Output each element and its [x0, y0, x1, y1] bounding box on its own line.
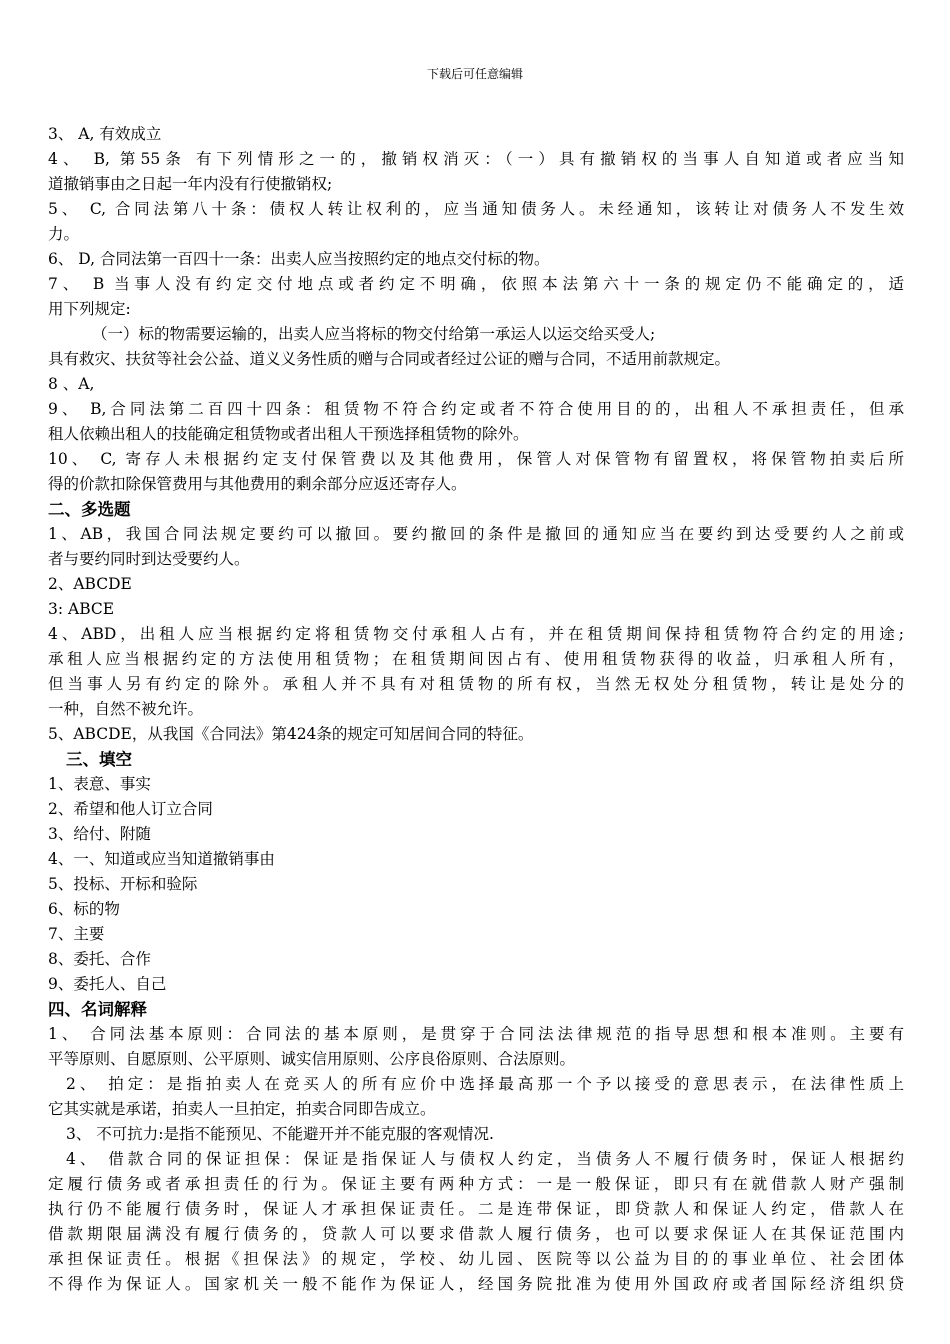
text-line: 2、 拍定：是指拍卖人在竞买人的所有应价中选择最高那一个予以接受的意思表示，在法律性质上 [66, 1075, 904, 1093]
text-line: 4、 借款合同的保证担保：保证是指保证人与债权人约定，当债务人不履行债务时，保证人根据约 [66, 1150, 904, 1168]
text-line: 3、给付、附随 [48, 825, 151, 843]
text-line: 执行仍不能履行债务时，保证人才承担保证责任。二是连带保证，即贷款人和保证人约定，借款人在 [48, 1200, 904, 1218]
text-line: 5、ABCDE，从我国《合同法》第424条的规定可知居间合同的特征。 [48, 725, 534, 743]
text-line: 5、 C, 合同法第八十条：债权人转让权利的，应当通知债务人。未经通知，该转让对债务人不发生效 [48, 200, 904, 218]
text-line: 承租人应当根据约定的方法使用租赁物；在租赁期间因占有、使用租赁物获得的收益，归承租人所有， [48, 650, 904, 668]
page-header: 下载后可任意编辑 [426, 67, 523, 81]
text-line: 者与要约同时到达受要约人。 [48, 550, 250, 568]
text-line: 5、投标、开标和验际 [48, 875, 198, 893]
text-line: 租人依赖出租人的技能确定租赁物或者出租人干预选择租赁物的除外。 [48, 425, 529, 443]
text-line: 用下列规定: [48, 300, 131, 318]
text-line: 力。 [48, 225, 80, 243]
text-line: 9、委托人、自己 [48, 975, 167, 993]
text-line: 8、委托、合作 [48, 950, 151, 968]
text-line: 4、一、知道或应当知道撤销事由 [48, 850, 275, 868]
text-line: 3: ABCE [48, 600, 115, 618]
section-heading: 二、多选题 [48, 500, 131, 519]
text-line: 它其实就是承诺，拍卖人一旦拍定，拍卖合同即告成立。 [48, 1100, 436, 1118]
text-line: 2、ABCDE [48, 575, 132, 593]
text-line: （一）标的物需要运输的，出卖人应当将标的物交付给第一承运人以运交给买受人; [92, 325, 656, 343]
text-line: 不得作为保证人。国家机关一般不能作为保证人，经国务院批准为使用外国政府或者国际经济组织贷 [48, 1275, 904, 1293]
text-line: 7、 B 当事人没有约定交付地点或者约定不明确，依照本法第六十一条的规定仍不能确定的，适 [48, 275, 904, 293]
text-line: 6、 D, 合同法第一百四十一条：出卖人应当按照约定的地点交付标的物。 [48, 250, 550, 268]
document-body [48, 122, 904, 1297]
text-line: 1、表意、事实 [48, 775, 151, 793]
text-line: 9、 B,合同法第二百四十四条：租赁物不符合约定或者不符合使用目的的，出租人不承担责任，但承 [48, 400, 904, 418]
section-heading: 三、填空 [66, 750, 132, 769]
text-line: 7、主要 [48, 925, 105, 943]
text-line: 定履行债务或者承担责任的行为。保证主要有两种方式：一是一般保证，即只有在就借款人财产强制 [48, 1175, 904, 1193]
text-line: 得的价款扣除保管费用与其他费用的剩余部分应返还寄存人。 [48, 475, 467, 493]
text-line: 1、 合同法基本原则：合同法的基本原则，是贯穿于合同法法律规范的指导思想和根本准则。主要有 [48, 1025, 904, 1043]
text-line: 1、AB，我国合同法规定要约可以撤回。要约撤回的条件是撤回的通知应当在要约到达受要约人之前或 [48, 525, 904, 543]
text-line: 道撤销事由之日起一年内没有行使撤销权; [48, 175, 333, 193]
text-line: 10、 C, 寄存人未根据约定支付保管费以及其他费用，保管人对保管物有留置权，将保管物拍卖后所 [48, 450, 904, 468]
text-line: 8 、A, [48, 375, 95, 393]
text-line: 4、 B, 第55条 有下列情形之一的，撤销权消灭：（一）具有撤销权的当事人自知道或者应当知 [48, 150, 904, 168]
text-line: 3、 不可抗力:是指不能预见、不能避开并不能克服的客观情况. [66, 1125, 494, 1143]
text-line: 3、 A, 有效成立 [48, 125, 162, 143]
text-line: 4、ABD，出租人应当根据约定将租赁物交付承租人占有，并在租赁期间保持租赁物符合约定的用途; [48, 625, 904, 643]
text-line: 一种，自然不被允许。 [48, 700, 204, 718]
text-line: 承担保证责任。根据《担保法》的规定，学校、幼儿园、医院等以公益为目的的事业单位、社会团体 [48, 1250, 904, 1268]
section-heading: 四、名词解释 [48, 1000, 147, 1019]
text-line: 平等原则、自愿原则、公平原则、诚实信用原则、公序良俗原则、合法原则。 [48, 1050, 576, 1068]
text-line: 但当事人另有约定的除外。承租人并不具有对租赁物的所有权，当然无权处分租赁物，转让是处分的 [48, 675, 904, 693]
text-line: 具有救灾、扶贫等社会公益、道义义务性质的赠与合同或者经过公证的赠与合同，不适用前款规定。 [48, 350, 731, 368]
text-line: 借款期限届满没有履行债务的，贷款人可以要求借款人履行债务，也可以要求保证人在其保证范围内 [48, 1225, 904, 1243]
text-line: 2、希望和他人订立合同 [48, 800, 213, 818]
text-line: 6、标的物 [48, 900, 120, 918]
